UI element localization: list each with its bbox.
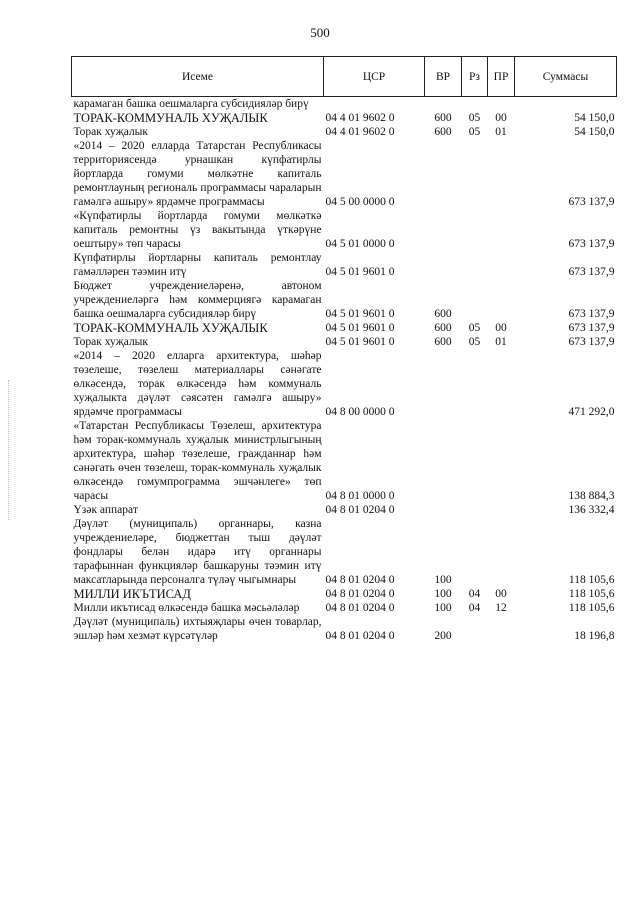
cell-csr: 04 4 01 9602 0: [325, 126, 395, 138]
cell-sum: 118 105,6: [568, 588, 615, 600]
cell-sum: 118 105,6: [568, 602, 615, 614]
cell-vr: [425, 209, 462, 251]
cell-rz: 04: [468, 588, 481, 600]
table-row: [72, 209, 617, 251]
table-row: [72, 335, 617, 349]
cell-sum: 673 137,9: [568, 266, 615, 278]
cell-vr: 600: [434, 322, 452, 334]
cell-sum: 673 137,9: [568, 238, 615, 250]
cell-sum: 136 332,4: [568, 504, 615, 516]
cell-rz: [462, 503, 488, 517]
cell-csr: 04 8 01 0204 0: [325, 574, 395, 586]
table-row: [72, 419, 617, 503]
cell-sum: 138 884,3: [568, 490, 615, 502]
page-number: 500: [310, 25, 330, 40]
cell-rz: 05: [468, 112, 481, 124]
cell-sum: 673 137,9: [568, 196, 615, 208]
cell-rz: [462, 517, 488, 587]
cell-name: Күпфатирлы йортларны капиталь ремонтлау гамәлләрен тәэмин итү: [73, 252, 322, 278]
table-row: [72, 125, 617, 139]
cell-name: Дәүләт (муниципаль) ихтыяҗлары өчен товарлар, эшләр һәм хезмәт күрсәтүләр: [73, 616, 322, 642]
header-name: Исеме: [72, 57, 324, 97]
table-row: [72, 97, 617, 112]
cell-rz: 05: [468, 336, 481, 348]
cell-vr: [425, 349, 462, 419]
cell-csr: 04 5 01 9601 0: [325, 266, 395, 278]
cell-pr: [488, 209, 515, 251]
cell-rz: [462, 251, 488, 279]
cell-csr: 04 5 01 0000 0: [325, 238, 395, 250]
cell-name: Торак хуҗалык: [73, 336, 148, 348]
cell-sum: 471 292,0: [568, 406, 615, 418]
cell-pr: [488, 419, 515, 503]
table-row: [72, 601, 617, 615]
table-row: [72, 321, 617, 335]
cell-vr: 100: [434, 588, 452, 600]
cell-name: карамаган башка оешмаларга субсидияләр бирү: [73, 98, 309, 110]
cell-name: «Татарстан Республикасы Төзелеш, архитектура һәм торак-коммуналь хуҗалык министрлыгының архитектура, шәһәр төзелеше, гражданнар һәм сәнәгать өчен төзелеш, торак-коммуналь хуҗалык өлкәсендә гомумпрограмма эшчәнлеге» төп чарасы: [73, 420, 322, 502]
cell-name: «2014 – 2020 елларга архитектура, шәһәр төзелеше, төзелеш материаллары сәнәгате өлкәсендә, торак өлкәсендә һәм коммуналь хуҗалыкта дәүләт сәясәтен гамәлгә ашыру» ярдәмче программасы: [73, 350, 322, 418]
cell-rz: 05: [468, 322, 481, 334]
table-row: [72, 615, 617, 643]
cell-rz: [462, 349, 488, 419]
header-vr: ВР: [425, 57, 462, 97]
cell-vr: 100: [434, 574, 452, 586]
cell-sum: 673 137,9: [568, 336, 615, 348]
cell-pr: [488, 97, 515, 112]
cell-name: Дәүләт (муниципаль) органнары, казна учреждениеләре, бюджеттан тыш дәүләт фондлары белән идарә итү органнары тарафыннан функцияләр башкаруны тәэмин итү максатларында персоналга түләү чыгымнары: [73, 518, 322, 586]
cell-vr: 200: [434, 630, 452, 642]
cell-rz: [462, 139, 488, 209]
cell-csr: 04 8 01 0204 0: [325, 504, 395, 516]
cell-csr: [324, 97, 425, 112]
cell-vr: [425, 139, 462, 209]
table-row: [72, 111, 617, 125]
cell-rz: [462, 615, 488, 643]
cell-rz: [462, 419, 488, 503]
cell-rz: [462, 279, 488, 321]
table-row: [72, 517, 617, 587]
cell-pr: [488, 251, 515, 279]
cell-pr: 12: [495, 602, 507, 614]
table-row: [72, 279, 617, 321]
cell-pr: 00: [495, 112, 507, 124]
budget-table: [71, 56, 617, 643]
cell-vr: [425, 97, 462, 112]
cell-sum: 54 150,0: [574, 112, 615, 124]
cell-rz: 04: [468, 602, 481, 614]
cell-name: ТОРАК-КОММУНАЛЬ ХУҖАЛЫК: [73, 321, 268, 335]
cell-rz: 05: [468, 126, 481, 138]
header-sum: Суммасы: [515, 57, 617, 97]
cell-name: Үзәк аппарат: [73, 504, 138, 516]
margin-dots: [8, 380, 10, 520]
table-row: [72, 251, 617, 279]
table-row: [72, 349, 617, 419]
cell-pr: [488, 615, 515, 643]
cell-name: «2014 – 2020 елларда Татарстан Республикасы территориясендә урнашкан күпфатирлы йортларда гомуми мөлкәтне капиталь ремонтлауның региональ программасы чараларын гамәлгә ашыру» ярдәмче программасы: [73, 140, 322, 208]
cell-csr: 04 5 00 0000 0: [325, 196, 395, 208]
cell-csr: 04 8 01 0204 0: [325, 588, 395, 600]
cell-name: МИЛЛИ ИКЪТИСАД: [73, 587, 191, 601]
cell-csr: 04 4 01 9602 0: [325, 112, 395, 124]
cell-sum: 54 150,0: [574, 126, 615, 138]
cell-csr: 04 8 01 0000 0: [325, 490, 395, 502]
table-row: [72, 139, 617, 209]
cell-name: Милли икътисад өлкәсендә башка мәсьәләләр: [73, 602, 300, 614]
header-pr: ПР: [488, 57, 515, 97]
cell-pr: 00: [495, 322, 507, 334]
cell-csr: 04 5 01 9601 0: [325, 322, 395, 334]
cell-vr: 600: [434, 112, 452, 124]
cell-name: Бюджет учреждениеләренә, автоном учреждениеләргә һәм коммерциягә карамаган башка оешмаларга субсидияләр бирү: [73, 280, 322, 320]
header-csr: ЦСР: [324, 57, 425, 97]
cell-pr: 01: [495, 126, 507, 138]
cell-csr: 04 8 00 0000 0: [325, 406, 395, 418]
table-row: [72, 503, 617, 517]
cell-csr: 04 5 01 9601 0: [325, 308, 395, 320]
cell-vr: 600: [434, 336, 452, 348]
cell-pr: [488, 517, 515, 587]
table-header-row: [72, 57, 617, 97]
cell-vr: 600: [434, 308, 452, 320]
cell-vr: [425, 251, 462, 279]
cell-csr: 04 5 01 9601 0: [325, 336, 395, 348]
cell-pr: [488, 503, 515, 517]
cell-sum: [515, 97, 617, 112]
cell-name: «Күпфатирлы йортларда гомуми мөлкәткә капиталь ремонтны үз вакытында үткәрүне оештыру» төп чарасы: [73, 210, 322, 250]
cell-pr: [488, 349, 515, 419]
header-rz: Рз: [462, 57, 488, 97]
cell-vr: 600: [434, 126, 452, 138]
cell-sum: 673 137,9: [568, 308, 615, 320]
cell-sum: 18 196,8: [574, 630, 615, 642]
cell-sum: 118 105,6: [568, 574, 615, 586]
table-row: [72, 587, 617, 601]
cell-pr: 01: [495, 336, 507, 348]
cell-vr: [425, 503, 462, 517]
cell-pr: 00: [495, 588, 507, 600]
cell-pr: [488, 279, 515, 321]
cell-csr: 04 8 01 0204 0: [325, 602, 395, 614]
cell-name: Торак хуҗалык: [73, 126, 148, 138]
cell-vr: [425, 419, 462, 503]
cell-pr: [488, 139, 515, 209]
cell-rz: [462, 97, 488, 112]
cell-csr: 04 8 01 0204 0: [325, 630, 395, 642]
cell-rz: [462, 209, 488, 251]
cell-sum: 673 137,9: [568, 322, 615, 334]
cell-name: ТОРАК-КОММУНАЛЬ ХУҖАЛЫК: [73, 111, 268, 125]
cell-vr: 100: [434, 602, 452, 614]
